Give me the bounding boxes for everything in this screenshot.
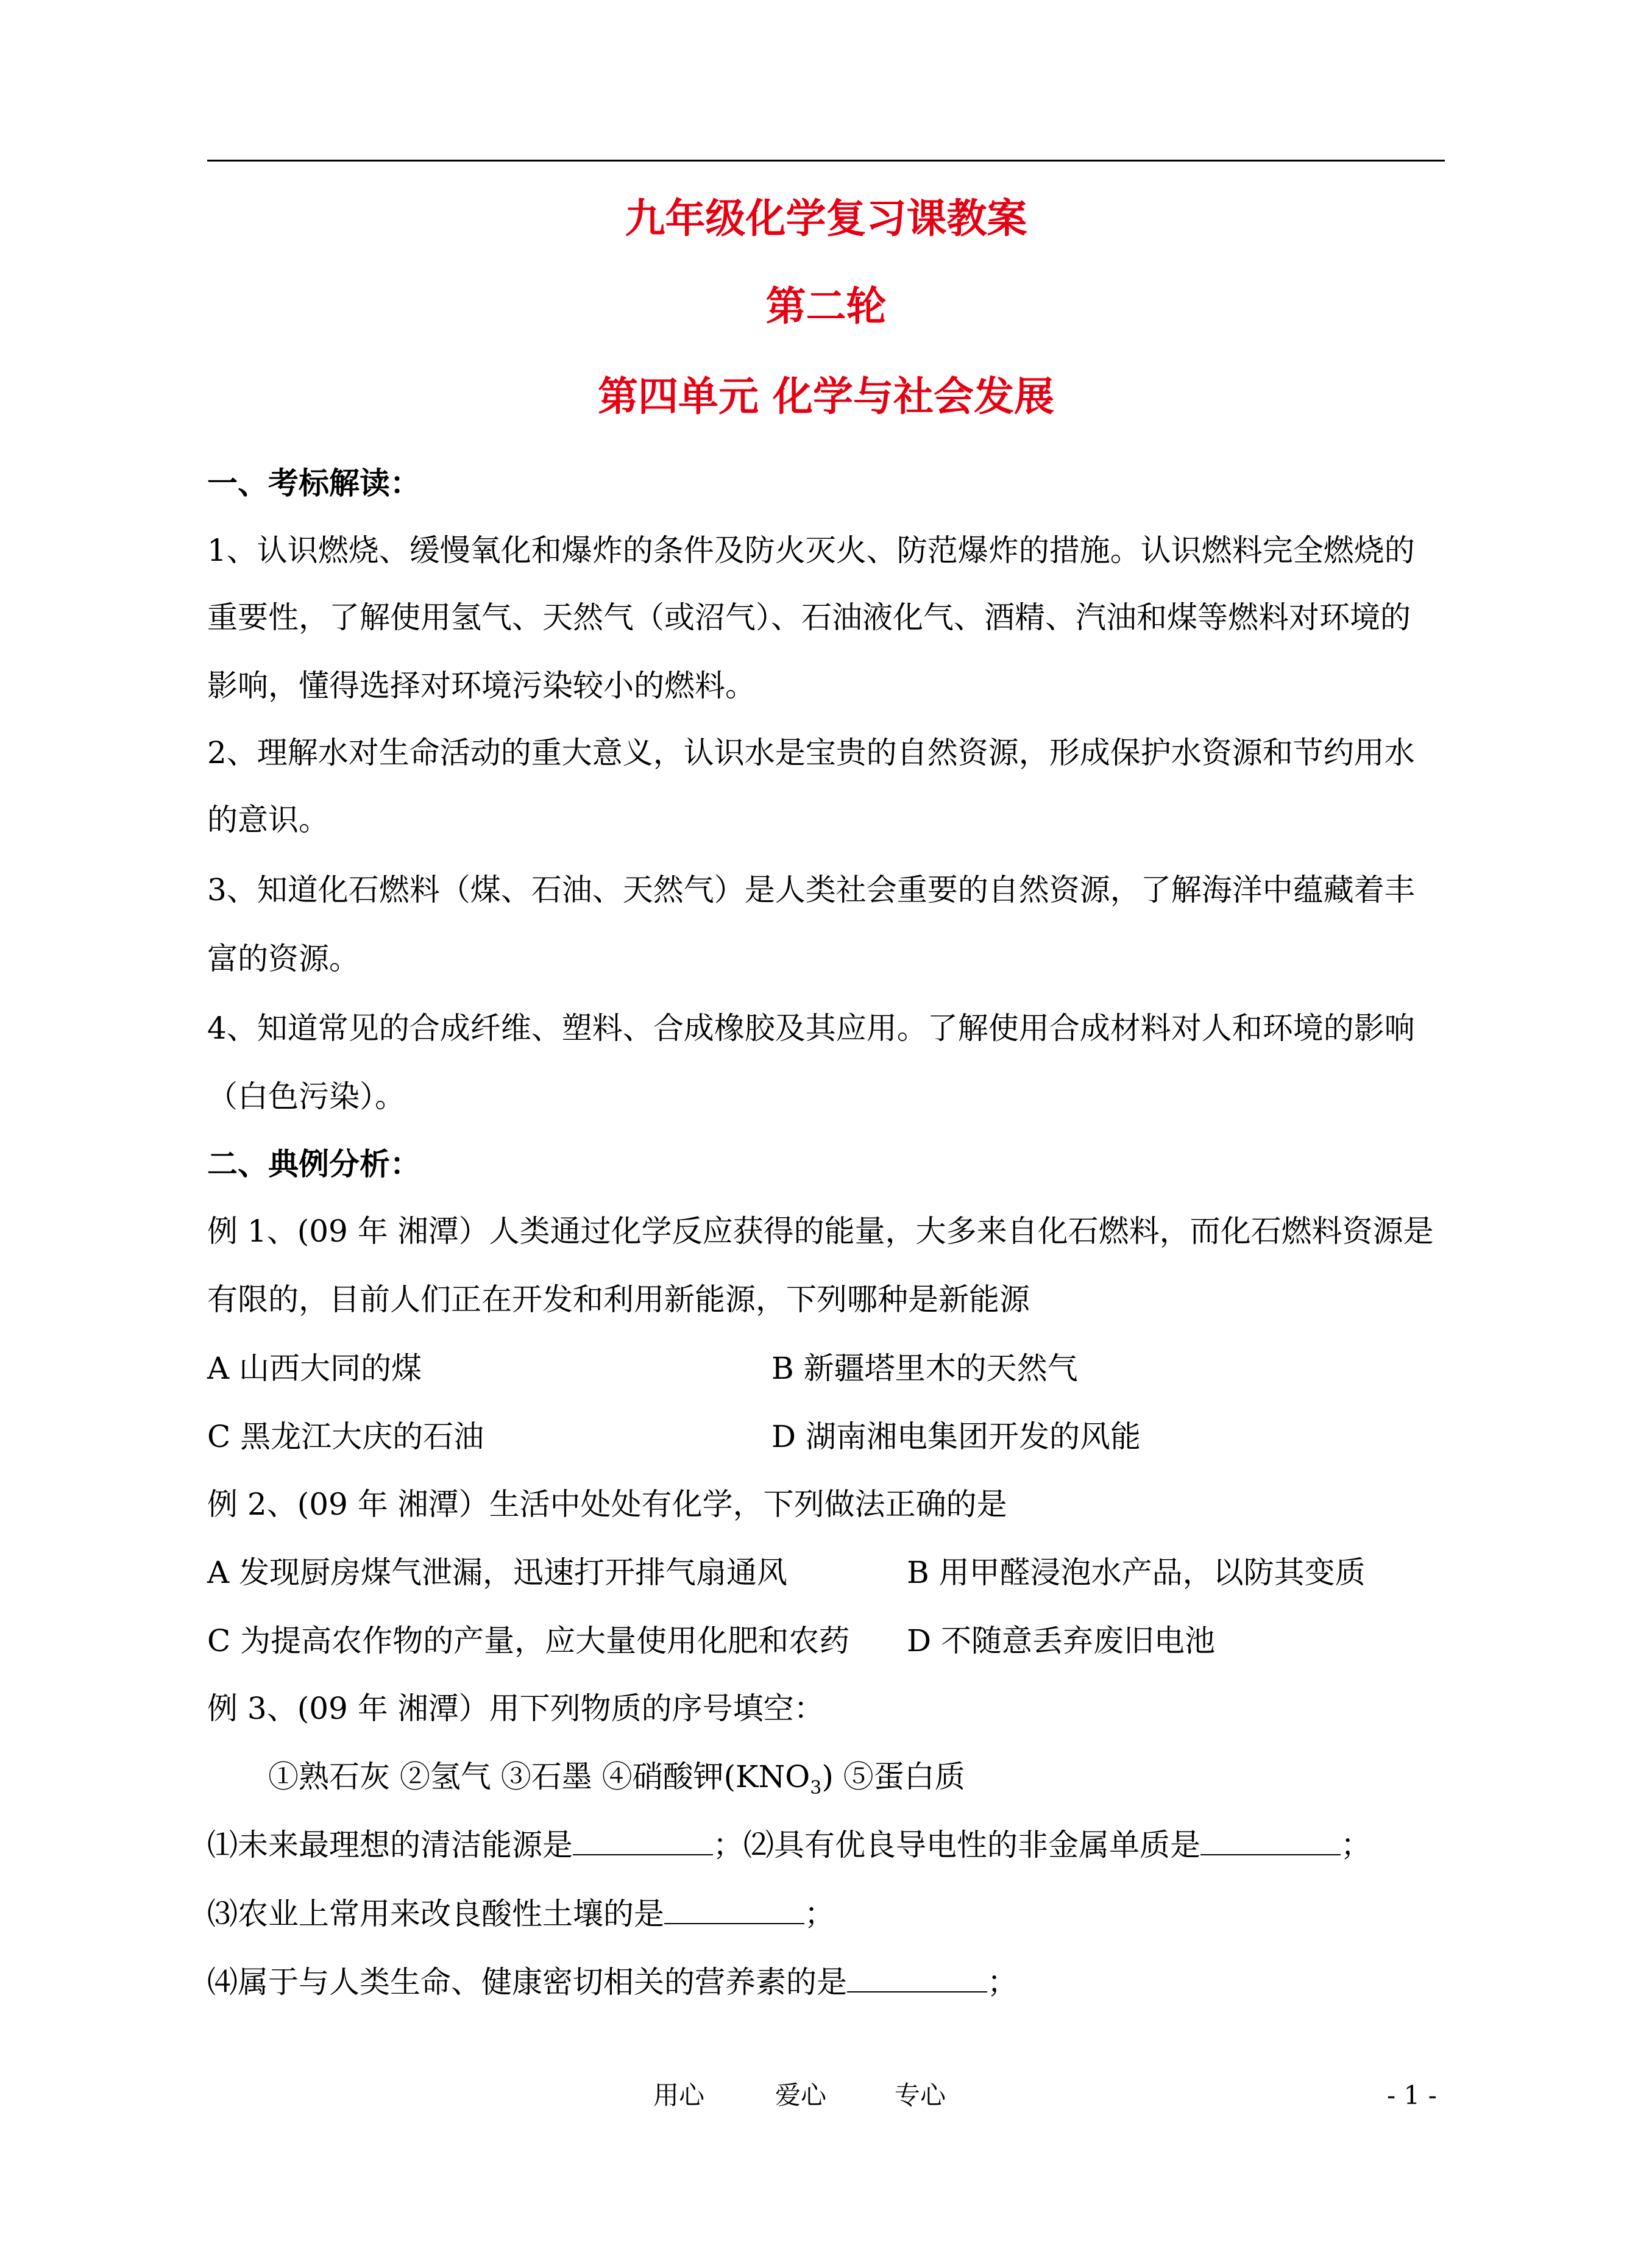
- q2-answer-blank[interactable]: [1200, 1826, 1341, 1855]
- section1-p4-line2: （白色污染）。: [207, 1079, 405, 1114]
- substances-pre: ①熟石灰 ②氢气 ③石墨 ④硝酸钾(KNO: [268, 1759, 810, 1794]
- footer-item-yongxin: 用心: [653, 2080, 705, 2110]
- example2-option-a: A 发现厨房煤气泄漏，迅速打开排气扇通风: [207, 1555, 788, 1590]
- example3-substances: [268, 1755, 1548, 1810]
- example2-option-b: B 用甲醛浸泡水产品，以防其变质: [907, 1555, 1366, 1590]
- example3-q3: [207, 1893, 1487, 1935]
- substances-post: ) ⑤蛋白质: [821, 1759, 965, 1794]
- example1-option-d: D 湖南湘电集团开发的风能: [771, 1419, 1141, 1454]
- example2-option-d: D 不随意丢弃废旧电池: [907, 1623, 1215, 1658]
- example1-option-c: C 黑龙江大庆的石油: [207, 1419, 484, 1454]
- example1-option-b: B 新疆塔里木的天然气: [771, 1351, 1078, 1386]
- q1-text: ⑴未来最理想的清洁能源是: [207, 1827, 573, 1863]
- section1-p1-line1: 1、认识燃烧、缓慢氧化和爆炸的条件及防火灭火、防范爆炸的措施。认识燃料完全燃烧的: [207, 533, 1415, 568]
- example2-option-c: C 为提高农作物的产量，应大量使用化肥和农药: [207, 1623, 850, 1658]
- example1-option-a: A 山西大同的煤: [207, 1351, 422, 1386]
- substances-subscript: 3: [810, 1777, 822, 1799]
- example3-q1-q2: [207, 1824, 1487, 1866]
- section1-p3-line1: 3、知道化石燃料（煤、石油、天然气）是人类社会重要的自然资源，了解海洋中蕴藏着丰: [207, 872, 1415, 908]
- example3-stem: 例 3、(09 年 湘潭）用下列物质的序号填空：: [207, 1691, 824, 1726]
- section1-p3-line2: 富的资源。: [207, 941, 360, 976]
- unit-title: 第四单元 化学与社会发展: [598, 372, 1054, 420]
- section1-p4-line1: 4、知道常见的合成纤维、塑料、合成橡胶及其应用。了解使用合成材料对人和环境的影响: [207, 1011, 1415, 1046]
- q1-separator: ；: [713, 1827, 743, 1863]
- round-title: 第二轮: [765, 282, 887, 330]
- q4-end: ；: [987, 1964, 1018, 2000]
- page-number: - 1 -: [1387, 2080, 1437, 2110]
- section1-p1-line3: 影响，懂得选择对环境污染较小的燃料。: [207, 668, 756, 703]
- q1-answer-blank[interactable]: [573, 1826, 713, 1855]
- example2-stem: 例 2、(09 年 湘潭）生活中处处有化学，下列做法正确的是: [207, 1487, 1007, 1522]
- q3-answer-blank[interactable]: [664, 1895, 804, 1924]
- footer-item-zhuanxin: 专心: [895, 2080, 946, 2110]
- header-rule: [207, 160, 1445, 162]
- section1-p2-line2: 的意识。: [207, 802, 329, 837]
- section1-p2-line1: 2、理解水对生命活动的重大意义，认识水是宝贵的自然资源，形成保护水资源和节约用水: [207, 735, 1415, 770]
- example1-line2: 有限的，目前人们正在开发和利用新能源，下列哪种是新能源: [207, 1282, 1030, 1317]
- q2-end: ；: [1341, 1827, 1371, 1863]
- section1-heading: 一、考标解读：: [207, 465, 420, 501]
- q2-text: ⑵具有优良导电性的非金属单质是: [743, 1827, 1200, 1863]
- section1-p1-line2: 重要性，了解使用氢气、天然气（或沼气）、石油液化气、酒精、汽油和煤等燃料对环境的: [207, 600, 1411, 635]
- q4-answer-blank[interactable]: [847, 1963, 987, 1992]
- q4-text: ⑷属于与人类生命、健康密切相关的营养素的是: [207, 1964, 847, 2000]
- footer-item-aixin: 爱心: [775, 2080, 827, 2110]
- example3-q4: [207, 1961, 1487, 2003]
- section2-heading: 二、典例分析：: [207, 1146, 420, 1182]
- main-title: 九年级化学复习课教案: [625, 194, 1027, 242]
- q3-text: ⑶农业上常用来改良酸性土壤的是: [207, 1896, 664, 1932]
- q3-end: ；: [804, 1896, 835, 1932]
- example1-line1: 例 1、(09 年 湘潭）人类通过化学反应获得的能量，大多来自化石燃料，而化石燃料资源是: [207, 1214, 1434, 1249]
